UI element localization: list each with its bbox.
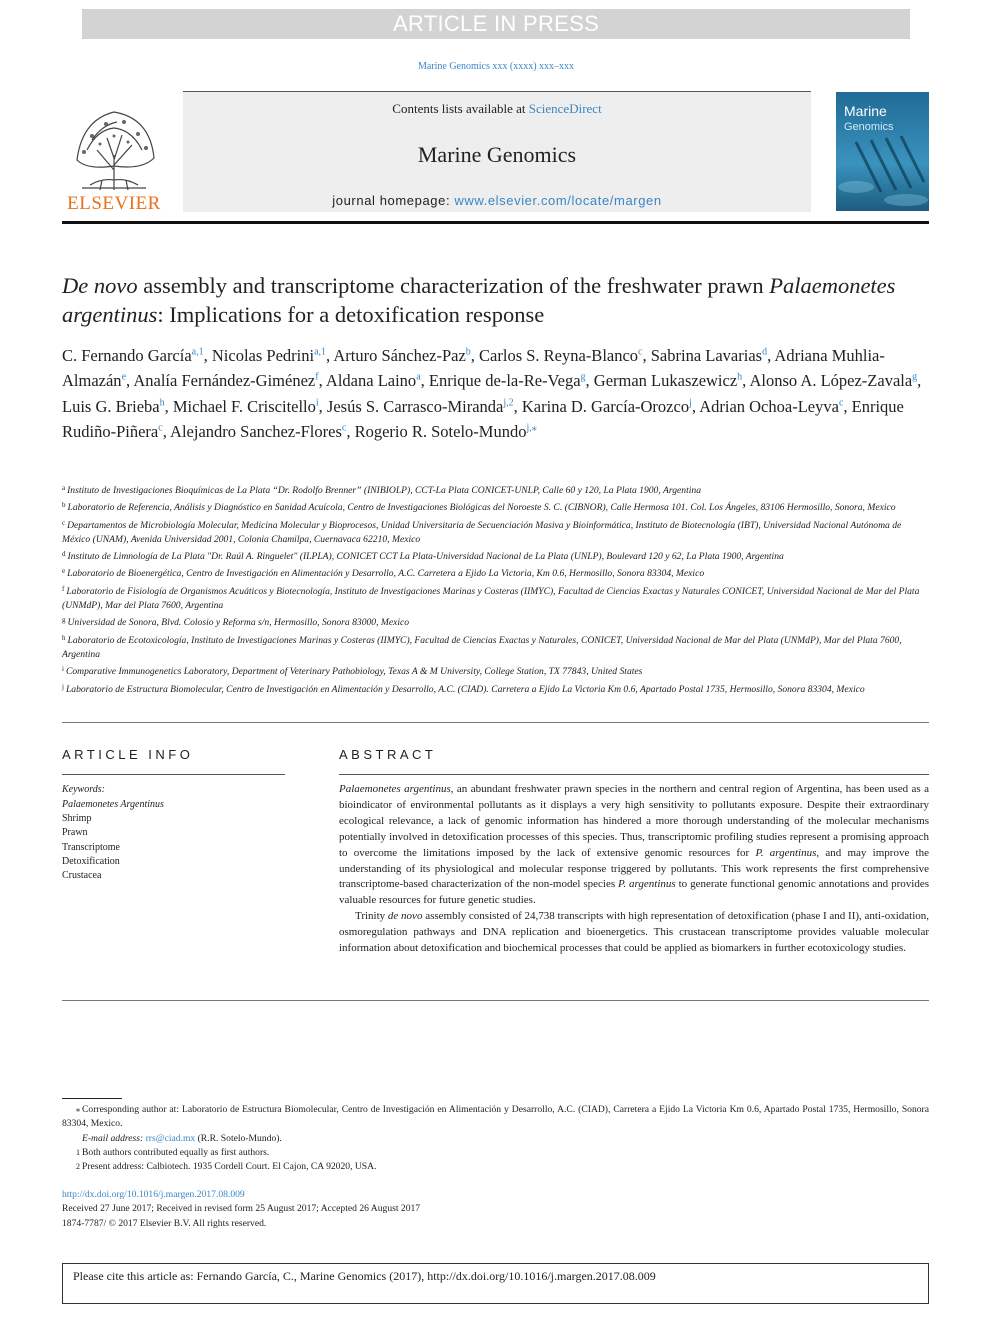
email-owner: (R.R. Sotelo-Mundo). [195,1132,282,1144]
footnotes [62,1103,929,1174]
affiliation [62,564,930,581]
affiliation-label: e [62,567,66,576]
author[interactable] [333,346,479,365]
article-info-heading: ARTICLE INFO [62,747,194,762]
keywords-list [62,798,164,883]
affiliation [62,662,930,679]
affiliation-text: Instituto de Limnología de La Plata "Dr. Raúl A. Ringuelet" (ILPLA), CONICET CCT La Plata-Universidad Nacional de La Plata (UNLP), Boulevard 120 y 62, La Plata 1900, Argentina [67,551,784,563]
author[interactable] [62,346,212,365]
author-affiliation-marker[interactable]: h [159,397,165,408]
affiliation [62,547,930,564]
author-affiliation-marker[interactable]: c [638,346,643,357]
author-name[interactable]: Nicolas Pedrini [211,345,315,365]
author[interactable] [699,397,851,416]
article-info-rule [62,774,285,775]
journal-homepage-line [183,193,811,208]
affiliation [62,631,930,663]
title-text-1: assembly and transcriptome characterization of the freshwater prawn [137,273,770,298]
footnote-text: Both authors contributed equally as first authors. [82,1146,270,1158]
journal-title: Marine Genomics [417,142,577,167]
author-affiliation-marker[interactable]: h [737,371,743,383]
footnote-marker: ⁎ [76,1105,80,1114]
header-thick-rule [62,221,929,224]
author-separator: , [470,345,480,365]
author[interactable] [750,371,922,390]
affiliations-list [62,481,930,697]
author-separator: , [318,371,326,390]
keyword: Prawn [62,827,88,839]
homepage-prefix: journal homepage: [332,193,455,208]
author-affiliation-marker[interactable]: b [465,346,471,357]
author-name[interactable]: Arturo Sánchez-Paz [333,345,466,365]
author-affiliation-marker[interactable]: c [158,422,163,434]
author-name[interactable]: Enrique Rudiño-Piñera [62,396,904,441]
footnote-2 [62,1160,929,1174]
footnote-text: Corresponding author at: Laboratorio de Estructura Biomolecular, Centro de Investigación en Alimentación y Desarrollo, A.C. (CIAD), Carretera a Ejido La Victoria Km 0.6, Apartado Postal 1735, Hermosillo, Sonora 83304, Mexico. [62,1104,929,1130]
abstract-text: assembly consisted of 24,738 transcripts with high representation of detoxification (phase I and II), anti-oxidation, osmoregulation pathways and DNA replication and bioenergetics. This crustacean transcriptome provides valuable molecular information about detoxification and biochemical processes that could be applied as biomarkers in further ecotoxicology studies. [339,910,930,955]
article-in-press-banner: ARTICLE IN PRESS [82,9,910,39]
abstract-text: , an abundant freshwater prawn species in the northern and central region of Argentina, has been used as a bioindicator of environmental pollutants as it displays a very high sensitivity to pollutants exposure. Despite their extraordinary ecological relevance, a lack of genomic information has hindered a more thorough understanding of the molecular mechanisms potentially involved in detoxification processes of this species. Thus, transcriptomic profiling studies represent a promising approach to overcome the limitations imposed by the lack of extensive genomic resources for [339,783,929,859]
author-separator: , [126,371,134,390]
footnote-rule [62,1098,122,1099]
author-name[interactable]: Karina D. García-Orozco [521,396,690,416]
author-separator: , [162,422,171,441]
abstract-text: Trinity [355,910,388,923]
author[interactable] [594,371,750,390]
journal-cover-image [836,92,929,211]
affiliation-label: i [62,665,64,674]
footnote-marker: 2 [76,1162,80,1172]
affiliation-label: f [62,584,65,593]
author-name[interactable]: Michael F. Criscitello [172,396,316,416]
abstract-italic: de novo [387,910,423,923]
cover-title-line-2: Genomics [844,121,894,133]
author-affiliation-marker[interactable]: a,1 [191,346,204,357]
author-affiliation-marker[interactable]: g [912,371,918,383]
keyword: Detoxification [62,855,120,867]
affiliation [62,582,930,614]
author-name[interactable]: Luis G. Brieba [62,396,160,416]
affiliation-text: Universidad de Sonora, Blvd. Colosio y Reforma s/n, Hermosillo, Sonora 83000, Mexico [67,617,410,629]
abstract-rule [339,774,929,775]
author-separator: , [843,396,852,416]
author-separator: , [585,371,594,390]
author-separator: , [642,345,651,365]
keyword: Crustacea [62,870,102,882]
author-affiliation-marker[interactable]: c [838,397,844,408]
author[interactable] [479,346,651,365]
publication-info [62,1188,929,1231]
footnote-marker: 1 [76,1147,80,1157]
affiliation-text: Laboratorio de Estructura Biomolecular, Centro de Investigación en Alimentación y Desarrollo, A.C. (CIAD). Carretera a Ejido La Victoria Km 0.6, Apartado Postal 1735, Hermosillo, Sonora 83304, Mexico [65,683,865,695]
author-name[interactable]: C. Fernando García [62,345,192,365]
section-divider [62,722,929,723]
affiliation [62,481,930,498]
abstract-body [339,782,929,957]
species-name: P. argentinus [618,878,676,891]
author-separator: , [917,371,922,390]
corresponding-author-note [62,1103,929,1132]
contents-line [183,101,811,117]
author-affiliation-marker[interactable]: a [416,371,421,383]
author[interactable] [651,346,775,365]
author-name[interactable]: Analía Fernández-Giménez [133,371,316,390]
species-name: P. argentinus [755,846,817,859]
sciencedirect-link[interactable]: ScienceDirect [528,101,602,116]
author-separator: , [318,396,327,416]
author-affiliation-marker[interactable]: d [762,346,768,357]
citation-box: Please cite this article as: Fernando García, C., Marine Genomics (2017), http://dx.doi.org/10.1016/j.margen.2017.08.009 [62,1263,929,1304]
author-affiliation-marker[interactable]: g [580,371,586,383]
author[interactable] [212,346,334,365]
author-name[interactable]: Sabrina Lavarias [650,345,763,365]
affiliation-label: c [62,518,66,527]
author[interactable] [327,397,522,416]
author-separator: , [742,371,750,390]
affiliation-label: g [62,616,66,625]
email-link[interactable]: rrs@ciad.mx [145,1132,196,1144]
affiliation [62,613,930,630]
abstract-heading: ABSTRACT [339,747,437,762]
author-name[interactable]: Carlos S. Reyna-Blanco [479,345,639,365]
author-name[interactable]: Alonso A. López-Zavala [749,371,913,390]
author-affiliation-marker[interactable]: j [689,397,692,408]
journal-homepage-link[interactable]: www.elsevier.com/locate/margen [454,193,662,208]
article-title [62,271,912,329]
author-affiliation-marker[interactable]: i [315,397,319,408]
author-separator: , [513,396,522,416]
cover-title-line-1: Marine [844,103,887,119]
author[interactable] [133,371,326,390]
author-affiliation-marker[interactable]: e [121,371,127,383]
author-separator: , [767,345,775,365]
author-separator: , [691,396,700,416]
journal-reference-link[interactable]: Marine Genomics xxx (xxxx) xxx–xxx [417,61,575,72]
affiliation [62,516,930,548]
keyword: Transcriptome [62,841,120,853]
author[interactable] [62,397,173,416]
affiliation-text: Comparative Immunogenetics Laboratory, Department of Veterinary Pathobiology, Texas A & M University, College Station, TX 77843, United States [65,666,643,678]
affiliation-label: d [62,550,66,559]
title-italic-2: Palaemonetes argentinus [62,273,896,327]
author-affiliation-marker[interactable]: f [315,371,319,383]
author-separator: , [346,422,355,441]
author-name[interactable]: Aldana Laino [325,371,417,390]
keyword: Palaemonetes Argentinus [62,799,164,810]
affiliation-label: j [62,682,64,691]
affiliation [62,680,930,697]
author-affiliation-marker[interactable]: c [341,422,347,434]
author[interactable] [355,422,537,441]
email-label: E-mail address: [82,1132,144,1144]
species-name: Palaemonetes argentinus [339,783,451,795]
elsevier-wordmark: ELSEVIER [67,193,161,214]
abstract-text: to generate functional genomic annotations and provides valuable resources for future genetic studies. [339,878,929,907]
author-affiliation-marker[interactable]: j,2 [503,397,514,408]
affiliation-text: Laboratorio de Fisiología de Organismos Acuáticos y Biotecnología, Instituto de Investigaciones Marinas y Costeras (IIMYC), Facultad de Ciencias Exactas y Naturales CONICET, Universidad Nacional de Mar del Plata (UNMdP), Mar del Plata 7600, Argentina [62,585,920,612]
affiliation-text: Departamentos de Microbiología Molecular, Medicina Molecular y Bioprocesos, Unidad Universitaria de Secuenciación Masiva y Bioinformática, Instituto de Biotecnología (IBT), Universidad Nacional Autónoma de México (UNAM), Avenida Universidad 2001, Colonia Chamilpa, Cuernavaca 62210, Mexico [62,519,902,545]
affiliation-label: a [62,484,66,492]
author-name[interactable]: Enrique de-la-Re-Vega [428,371,581,390]
author-name[interactable]: Jesús S. Carrasco-Miranda [326,396,504,416]
keywords-label: Keywords: [62,784,105,795]
author[interactable] [326,371,429,390]
author-name[interactable]: German Lukaszewicz [593,371,738,390]
title-text-2: : Implications for a detoxification response [157,302,545,327]
keyword: Shrimp [62,813,92,825]
author-affiliation-marker[interactable]: a,1 [314,346,327,357]
author-list [62,341,932,443]
email-note [62,1132,929,1146]
author[interactable] [522,397,699,416]
footnote-1 [62,1146,929,1160]
affiliation [62,498,930,515]
author-name[interactable]: Adriana Muhlia-Almazán [62,345,885,390]
doi-link[interactable]: http://dx.doi.org/10.1016/j.margen.2017.08.009 [62,1189,245,1200]
section-divider [62,1000,929,1001]
author-separator: , [420,371,429,390]
affiliation-label: h [62,633,66,642]
author-separator: , [164,396,173,416]
abstract-text: , and may improve the understanding of its physiological and molecular response triggered by pollutants. This work represents the first comprehensive transcriptome-based characterization of the non-model species [339,846,929,891]
author[interactable] [170,422,355,441]
affiliation-label: b [62,501,66,510]
affiliation-text: Instituto de Investigaciones Bioquímicas de La Plata “Dr. Rodolfo Brenner” (INIBIOLP), CCT-La Plata CONICET-UNLP, Calle 60 y 120, La Plata 1900, Argentina [67,485,701,496]
author-separator: , [203,345,212,365]
abstract-paragraph-1 [339,782,929,909]
author-name[interactable]: Rogerio R. Sotelo-Mundo [354,422,527,441]
author-name[interactable]: Alejandro Sanchez-Flores [170,422,342,441]
affiliation-text: Laboratorio de Referencia, Análisis y Diagnóstico en Sanidad Acuícola, Centro de Investigaciones Biológicas del Noroeste S. C. (CIBNOR), Calle Hermosa 101. Col. Los Ángeles, 83106 Hermosillo, Sonora, Mexico [67,502,896,514]
author[interactable] [429,371,594,390]
author-separator: , [326,345,334,365]
author-name[interactable]: Adrian Ochoa-Leyva [699,396,839,416]
author-affiliation-marker[interactable]: j,⁎ [526,422,537,434]
title-italic-1: De novo [62,273,138,298]
author[interactable] [173,397,327,416]
affiliation-text: Laboratorio de Ecotoxicología, Instituto de Investigaciones Marinas y Costeras (IIMYC), Facultad de Ciencias Exactas y Naturales, CONICET, Universidad Nacional de Mar del Plata (UNMdP), Mar del Plata 7600, Argentina [62,634,902,660]
copyright-line: 1874-7787/ © 2017 Elsevier B.V. All rights reserved. [62,1217,267,1229]
received-dates: Received 27 June 2017; Received in revised form 25 August 2017; Accepted 26 August 2017 [62,1203,421,1215]
footnote-text: Present address: Calbiotech. 1935 Cordell Court. El Cajon, CA 92020, USA. [82,1161,377,1173]
abstract-paragraph-2 [339,909,929,957]
affiliation-text: Laboratorio de Bioenergética, Centro de Investigación en Alimentación y Desarrollo, A.C. Carretera a Ejido La Victoria, Km 0.6, Hermosillo, Sonora 83304, Mexico [67,568,705,580]
contents-prefix: Contents lists available at [392,101,529,116]
